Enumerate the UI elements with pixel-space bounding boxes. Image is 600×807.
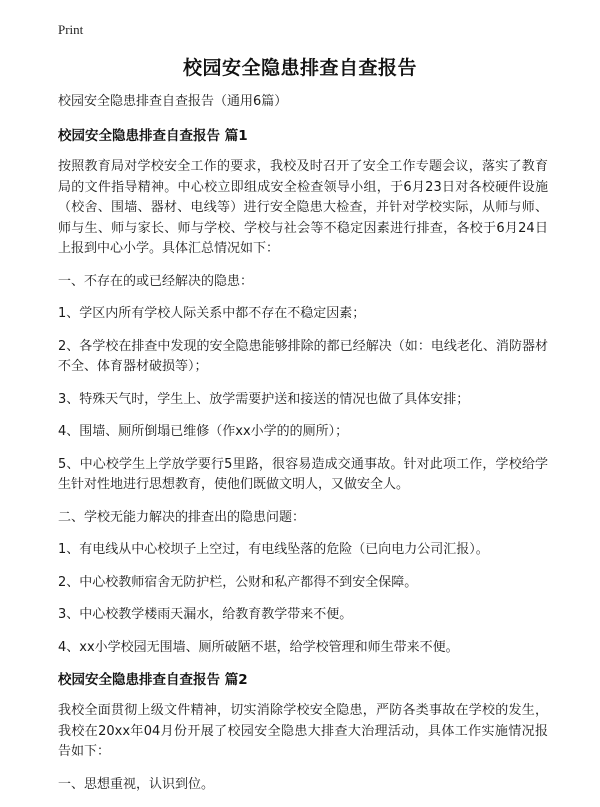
- paragraph: 4、xx小学校园无围墙、厕所破陋不堪，给学校管理和师生带来不便。: [58, 639, 459, 655]
- paragraph: 2、各学校在排查中发现的安全隐患能够排除的都已经解决（如：电线老化、消防器材不全、体育器材破损等）；: [58, 338, 548, 374]
- paragraph: 3、中心校教学楼雨天漏水，给教育教学带来不便。: [58, 607, 353, 622]
- section-heading: 校园安全隐患排查自查报告 篇2: [58, 672, 248, 688]
- document-body: [58, 92, 548, 807]
- paragraph: 2、中心校教师宿舍无防护栏，公财和私产都得不到安全保障。: [58, 574, 418, 590]
- document-subtitle: 校园安全隐患排查自查报告（通用6篇）: [58, 94, 288, 109]
- paragraph: 二、学校无能力解决的排查出的隐患问题：: [58, 509, 306, 525]
- section-heading: 校园安全隐患排查自查报告 篇1: [58, 128, 248, 144]
- paragraph: 1、学区内所有学校人际关系中都不存在不稳定因素；: [58, 306, 366, 321]
- paragraph: 3、特殊天气时，学生上、放学需要护送和接送的情况也做了具体安排；: [58, 391, 470, 407]
- paragraph: 一、思想重视，认识到位。: [58, 776, 215, 792]
- paragraph: 1、有电线从中心校坝子上空过，有电线坠落的危险（已向电力公司汇报）。: [58, 542, 489, 557]
- print-label[interactable]: Print: [58, 22, 84, 37]
- page-title: 校园安全隐患排查自查报告: [182, 57, 417, 79]
- paragraph: 我校全面贯彻上级文件精神，切实消除学校安全隐患，严防各类事故在学校的发生，我校在20xx年04月份开展了校园安全隐患大排查大治理活动，具体工作实施情况报告如下：: [58, 703, 548, 759]
- paragraph: 5、中心校学生上学放学要行5里路，很容易造成交通事故。针对此项工作，学校给学生针对性地进行思想教育，使他们既做文明人，又做安全人。: [58, 456, 548, 492]
- paragraph: 按照教育局对学校安全工作的要求，我校及时召开了安全工作专题会议，落实了教育局的文件指导精神。中心校立即组成安全检查领导小组，于6月23日对各校硬件设施（校舍、围墙、器材、电线等）进行安全隐患大检查，并针对学校实际，从师与师、师与生、师与家长、师与学校、学校与社会等不稳定因素进行排查，各校于6月24日上报到中心小学。具体汇总情况如下：: [58, 159, 548, 256]
- paragraph: 4、围墙、厕所倒塌已维修（作xx小学的的厕所）；: [58, 424, 349, 439]
- paragraph: 一、不存在的或已经解决的隐患：: [58, 273, 254, 289]
